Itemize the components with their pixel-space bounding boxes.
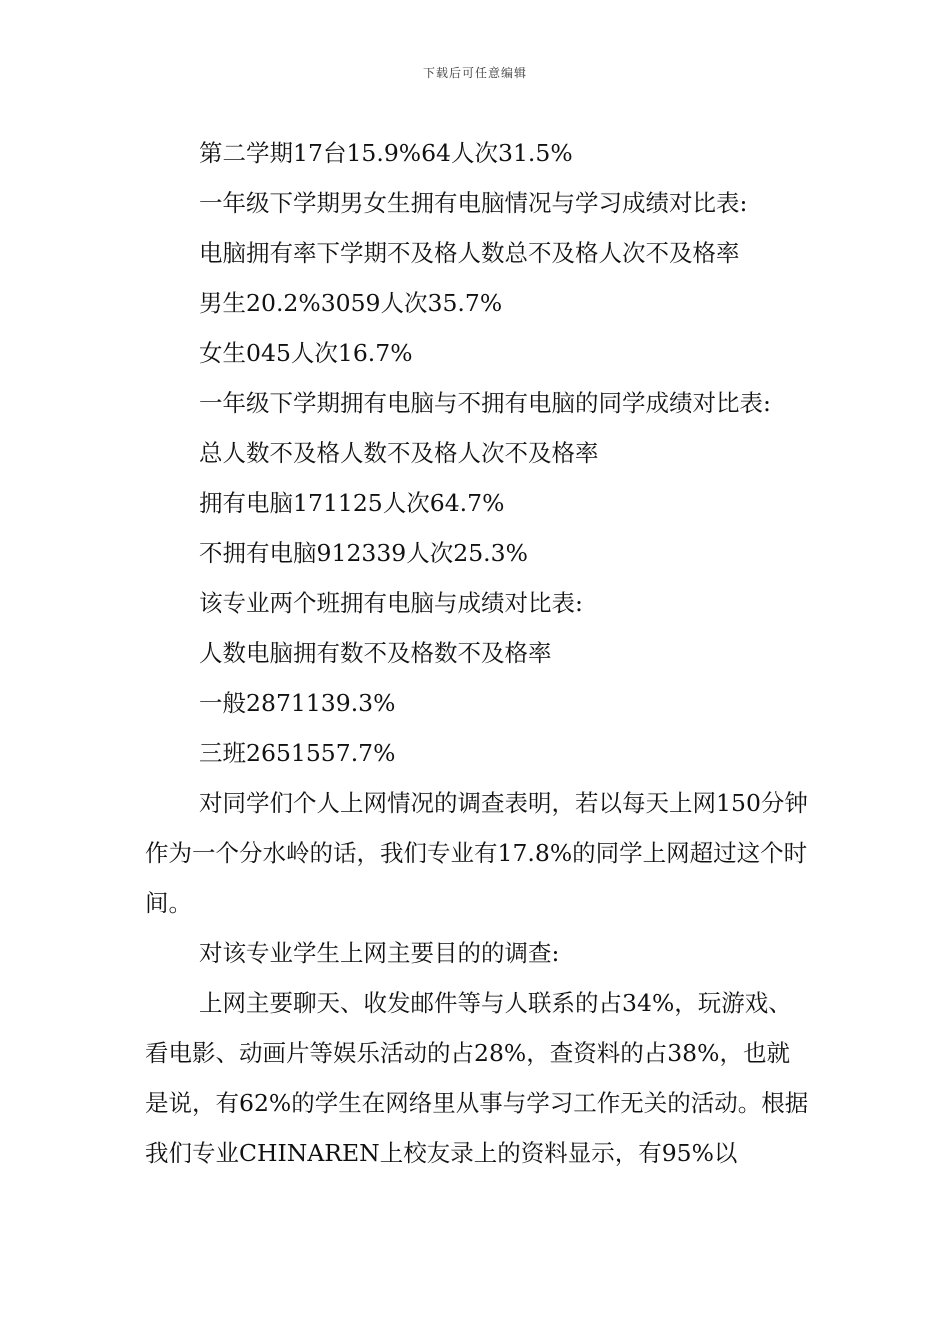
paragraph: 一般2871139.3%	[199, 689, 396, 717]
paragraph: 三班2651557.7%	[199, 739, 396, 767]
paragraph: 电脑拥有率下学期不及格人数总不及格人次不及格率	[199, 239, 740, 267]
paragraph: 一年级下学期男女生拥有电脑情况与学习成绩对比表:	[199, 189, 748, 217]
paragraph: 拥有电脑171125人次64.7%	[199, 489, 505, 517]
paragraph: 男生20.2%3059人次35.7%	[199, 289, 503, 317]
paragraph: 不拥有电脑912339人次25.3%	[199, 539, 528, 567]
paragraph: 一年级下学期拥有电脑与不拥有电脑的同学成绩对比表:	[199, 389, 771, 417]
page-header: 下载后可任意编辑	[422, 66, 527, 80]
paragraph: 对该专业学生上网主要目的的调查:	[199, 939, 560, 967]
paragraph: 上网主要聊天、收发邮件等与人联系的占34%，玩游戏、看电影、动画片等娱乐活动的占28%，查资料的占38%，也就是说，有62%的学生在网络里从事与学习工作无关的活动。根据我们专业CHINAREN上校友录上的资料显示，有95%以	[145, 989, 809, 1167]
paragraph: 女生045人次16.7%	[199, 339, 413, 367]
paragraph: 第二学期17台15.9%64人次31.5%	[199, 139, 573, 167]
paragraph: 该专业两个班拥有电脑与成绩对比表:	[199, 589, 583, 617]
document-body	[145, 128, 813, 1178]
paragraph: 总人数不及格人数不及格人次不及格率	[199, 439, 599, 467]
paragraph: 人数电脑拥有数不及格数不及格率	[199, 639, 552, 667]
paragraph: 对同学们个人上网情况的调查表明，若以每天上网150分钟作为一个分水岭的话，我们专业有17.8%的同学上网超过这个时间。	[145, 789, 808, 917]
